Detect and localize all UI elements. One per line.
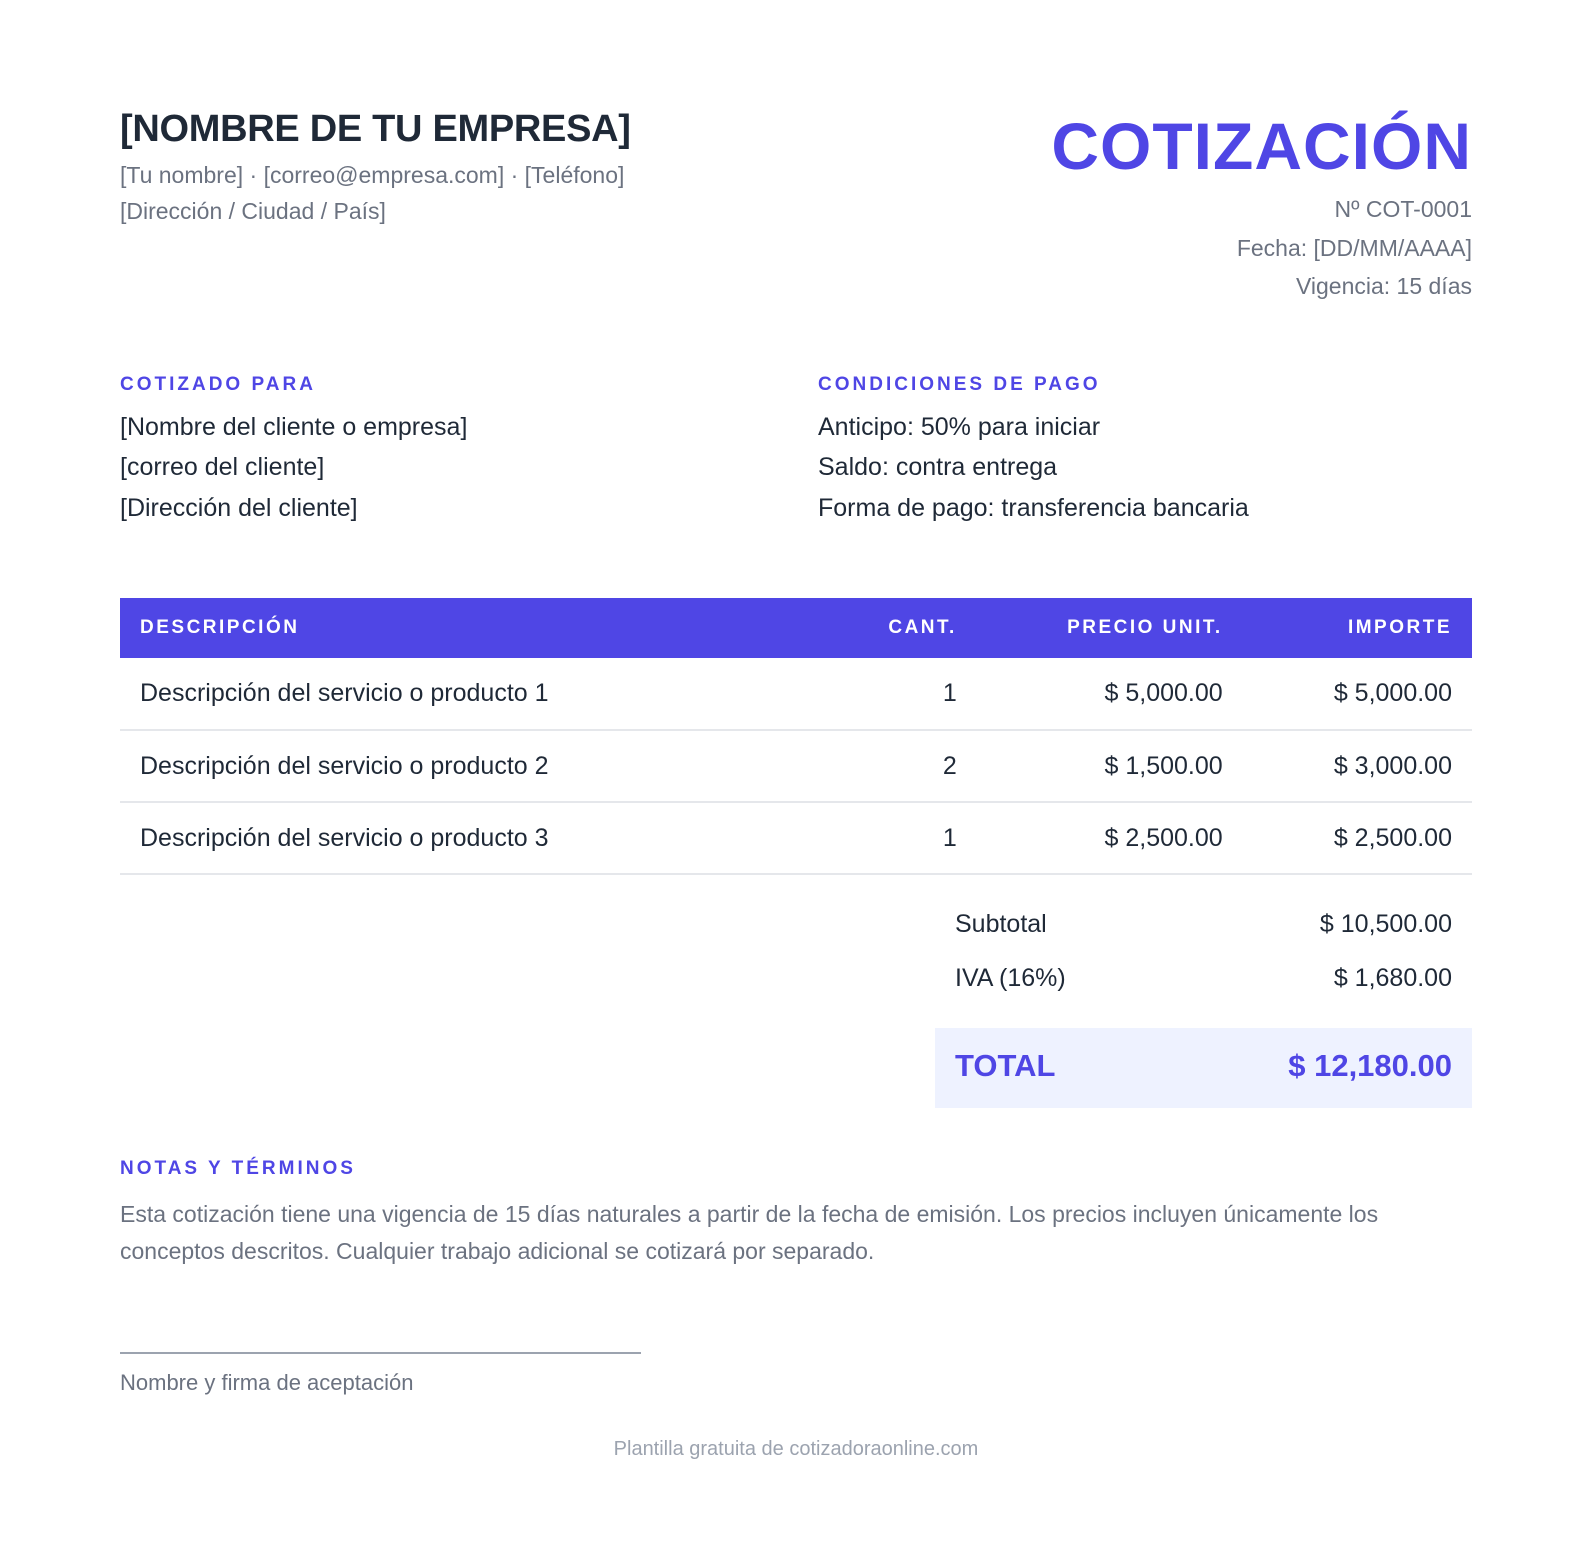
header-amount: IMPORTE [1347,617,1452,638]
subtotal-label: Subtotal [955,910,1047,938]
table-header-row [120,598,1472,658]
company-address: [Dirección / Ciudad / País] [120,198,386,224]
row-quantity: 1 [942,679,957,707]
tax-label: IVA (16%) [955,964,1066,992]
header-quantity: CANT. [888,617,957,638]
client-address: [Dirección del cliente] [120,494,358,522]
table-row [120,658,1472,730]
row-description: Descripción del servicio o producto 2 [140,751,549,780]
quote-validity: Vigencia: 15 días [1295,273,1472,299]
quote-number: Nº COT-0001 [1334,196,1472,222]
row-description: Descripción del servicio o producto 1 [140,679,549,707]
row-amount: $ 5,000.00 [1333,679,1452,707]
client-email: [correo del cliente] [120,453,325,481]
tax-row [935,950,1472,1004]
row-unit-price: $ 5,000.00 [1104,679,1223,707]
row-amount: $ 3,000.00 [1333,751,1452,780]
row-unit-price: $ 1,500.00 [1104,751,1223,780]
row-amount: $ 2,500.00 [1333,823,1452,852]
tax-value: $ 1,680.00 [1333,964,1452,992]
company-name: [NOMBRE DE TU EMPRESA] [120,108,631,150]
total-row [935,1028,1472,1108]
table-row [120,730,1472,802]
notes-section-label: NOTAS Y TÉRMINOS [120,1158,356,1179]
header-description: DESCRIPCIÓN [140,617,300,638]
signature-line [120,1352,641,1354]
footer-credit: Plantilla gratuita de cotizadoraonline.com [613,1438,979,1460]
payment-advance: Anticipo: 50% para iniciar [818,413,1101,441]
document-title: COTIZACIÓN [1051,109,1472,183]
items-table [120,598,1472,875]
signature-label: Nombre y firma de aceptación [120,1370,414,1395]
client-section-label: COTIZADO PARA [120,374,316,395]
row-unit-price: $ 2,500.00 [1104,823,1223,852]
header-unit-price: PRECIO UNIT. [1067,617,1223,638]
payment-method: Forma de pago: transferencia bancaria [818,494,1249,522]
payment-section-label: CONDICIONES DE PAGO [818,374,1101,395]
notes-text: Esta cotización tiene una vigencia de 15 días naturales a partir de la fecha de emisión. Los precios incluyen únicamente los conceptos descritos. Cualquier trabajo adicional se cotizará por separado. [120,1201,1379,1264]
company-contact: [Tu nombre] · [correo@empresa.com] · [Teléfono] [120,162,625,188]
quote-date: Fecha: [DD/MM/AAAA] [1236,235,1472,261]
totals-block [935,896,1472,1083]
total-value: $ 12,180.00 [1288,1048,1452,1083]
subtotal-row [935,896,1472,950]
quote-document [120,0,1472,1550]
subtotal-value: $ 10,500.00 [1319,910,1452,938]
row-description: Descripción del servicio o producto 3 [140,823,549,852]
row-quantity: 2 [942,751,957,780]
payment-balance: Saldo: contra entrega [818,453,1058,481]
client-name: [Nombre del cliente o empresa] [120,413,468,441]
total-label: TOTAL [955,1048,1056,1083]
row-quantity: 1 [942,823,957,852]
table-row [120,802,1472,874]
